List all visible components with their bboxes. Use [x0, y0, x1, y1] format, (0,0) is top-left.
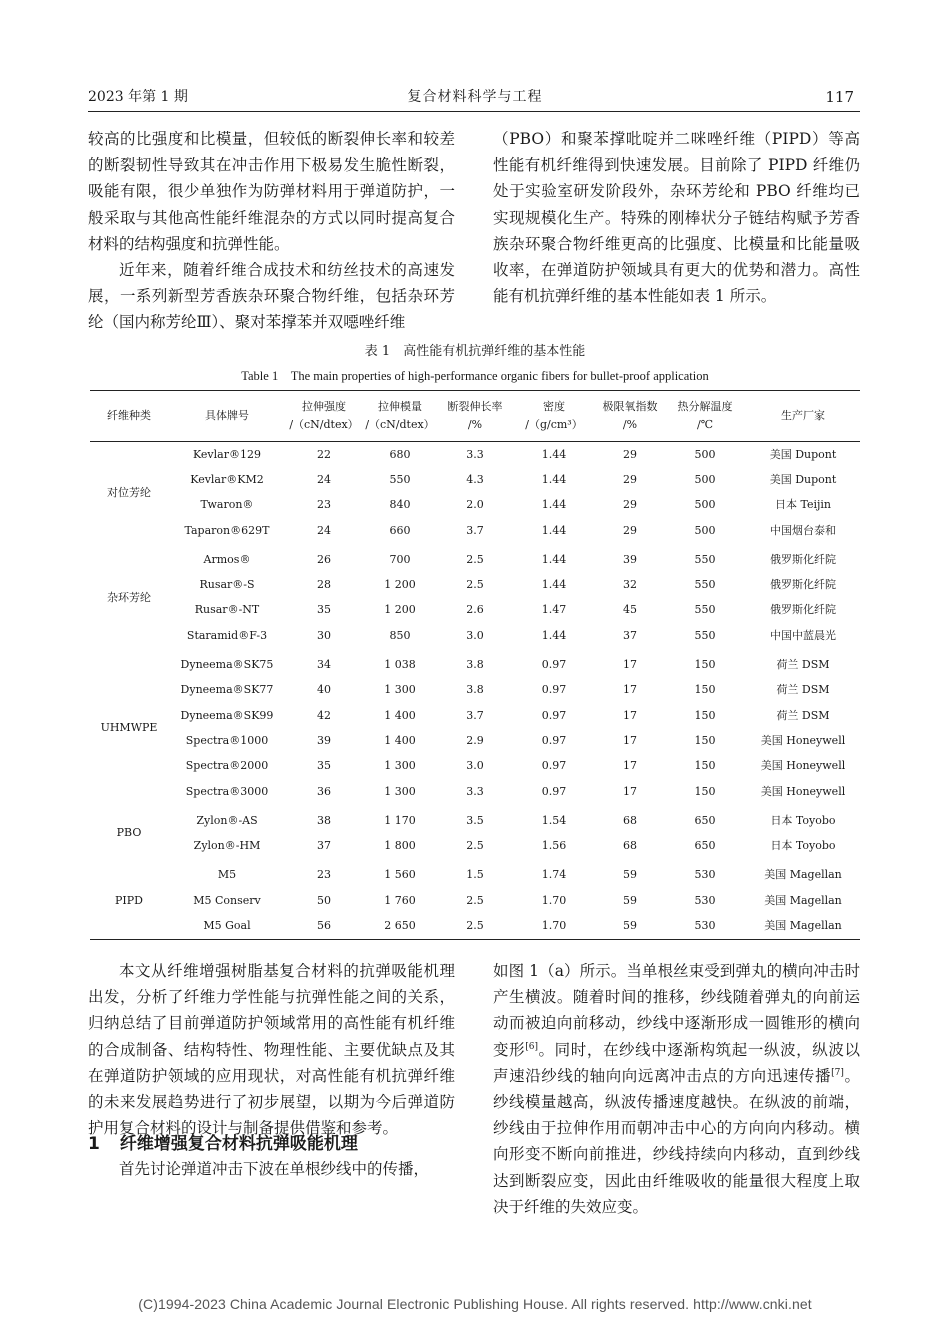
brand-cell: Kevlar®KM2: [190, 472, 264, 486]
value-cell: 1 300: [384, 759, 416, 773]
value-cell: 3.8: [466, 683, 484, 697]
value-cell: 3.7: [466, 523, 484, 537]
value-cell: 0.97: [541, 683, 567, 697]
value-cell: 35: [317, 603, 331, 617]
brand-cell: Zylon®-AS: [196, 813, 258, 827]
fiber-type-cell: PIPD: [90, 859, 168, 939]
value-cell: 22: [317, 447, 331, 461]
brand-cell: Dyneema®SK99: [180, 708, 274, 722]
value-cell: 1.44: [541, 628, 567, 642]
value-cell: 150: [694, 759, 716, 773]
value-cell: 1.44: [541, 578, 567, 592]
value-cell: 1.54: [541, 813, 567, 827]
value-cell: 日本 Toyobo: [770, 813, 836, 827]
value-cell: 45: [623, 603, 637, 617]
value-cell: 150: [694, 708, 716, 722]
brand-cell: Spectra®1000: [185, 733, 269, 747]
value-cell: 1.70: [541, 893, 567, 907]
header-tensile-modulus: 拉伸模量 /（cN/dtex）: [362, 391, 438, 442]
table-caption-en: Table 1 The main properties of high-performance organic fibers for bullet-proof application: [241, 369, 709, 383]
brand-cell: Twaron®: [200, 498, 254, 512]
value-cell: 28: [317, 578, 331, 592]
table-header-row: [90, 391, 860, 442]
value-cell: 68: [623, 813, 637, 827]
value-cell: 1.44: [541, 498, 567, 512]
value-cell: 39: [317, 733, 331, 747]
table-row: [90, 728, 860, 753]
value-cell: 500: [694, 472, 716, 486]
value-cell: 37: [623, 628, 637, 642]
right-column-bottom: [493, 958, 860, 1220]
table-row: [90, 804, 860, 833]
fiber-type-cell: 杂环芳纶: [107, 590, 151, 604]
value-cell: 1.44: [541, 523, 567, 537]
value-cell: 17: [623, 784, 637, 798]
value-cell: 150: [694, 683, 716, 697]
value-cell: 3.0: [466, 759, 484, 773]
table-caption-zh: 表 1 高性能有机抗弹纤维的基本性能: [364, 344, 586, 359]
value-cell: 美国 Magellan: [764, 893, 842, 907]
value-cell: 2.5: [466, 552, 484, 566]
table-row: [90, 779, 860, 804]
table-row: [90, 543, 860, 572]
left-column-top: [88, 126, 455, 336]
value-cell: 680: [389, 447, 411, 461]
value-cell: 荷兰 DSM: [776, 658, 830, 672]
value-cell: 2.6: [466, 603, 484, 617]
value-cell: 24: [317, 472, 331, 486]
value-cell: 1.74: [541, 868, 567, 882]
value-cell: 1.70: [512, 913, 596, 939]
value-cell: 2.9: [466, 733, 484, 747]
value-cell: 29: [623, 447, 637, 461]
value-cell: 840: [389, 498, 411, 512]
value-cell: 2.0: [466, 498, 484, 512]
value-cell: 150: [694, 658, 716, 672]
table-row: [90, 754, 860, 779]
table-row: [90, 859, 860, 888]
value-cell: 29: [623, 472, 637, 486]
value-cell: 中国中蓝晨光: [770, 628, 836, 642]
value-cell: 1 400: [384, 708, 416, 722]
table-row: [90, 598, 860, 623]
value-cell: 530: [694, 893, 716, 907]
value-cell: 550: [694, 628, 716, 642]
section-heading: [88, 1133, 358, 1155]
value-cell: 1 560: [384, 868, 416, 882]
value-cell: 日本 Teijin: [774, 498, 832, 512]
value-cell: 23: [317, 868, 331, 882]
value-cell: 17: [623, 683, 637, 697]
header-tensile-strength: 拉伸强度 /（cN/dtex）: [286, 391, 362, 442]
value-cell: 美国 Magellan: [764, 868, 842, 882]
value-cell: 1 760: [384, 893, 416, 907]
paragraph: 近年来，随着纤维合成技术和纺丝技术的高速发展，一系列新型芳香族杂环聚合物纤维，包括杂环芳纶（国内称芳纶Ⅲ）、聚对苯撑苯并双噁唑纤维: [88, 261, 455, 332]
value-cell: 0.97: [541, 708, 567, 722]
value-cell: 荷兰 DSM: [776, 683, 830, 697]
brand-cell: Dyneema®SK77: [180, 683, 274, 697]
value-cell: 美国 Dupont: [769, 472, 837, 486]
brand-cell: Zylon®-HM: [193, 839, 261, 853]
header-elongation: 断裂伸长率 /%: [438, 391, 512, 442]
brand-cell: Rusar®-S: [199, 578, 255, 592]
value-cell: 30: [317, 628, 331, 642]
value-cell: 俄罗斯化纤院: [770, 552, 836, 566]
value-cell: 3.3: [466, 784, 484, 798]
paragraph: 如图 1（a）所示。当单根丝束受到弹丸的横向冲击时产生横波。随着时间的推移，纱线随着弹丸的向前运动而被迫向前移动，纱线中逐渐形成一圆锥形的横向变形[6]。同时，在纱线中逐渐构筑起一纵波，纵波以声速沿纱线的轴向向远离冲击点的方向迅速传播[7]。纱线模量越高，纵波传播速度越快。在纵波的前端，纱线由于拉伸作用而朝冲击中心的方向向内移动。横向形变不断向前推进，纱线持续向内移动，直到纱线达到断裂应变，因此由纤维吸收的能量很大程度上取决于纤维的失效应变。: [493, 962, 860, 1216]
header-density: 密度 /（g/cm³）: [512, 391, 596, 442]
value-cell: 17: [623, 658, 637, 672]
value-cell: 美国 Magellan: [746, 913, 860, 939]
header-maker: 生产厂家: [746, 391, 860, 442]
value-cell: 530: [694, 868, 716, 882]
value-cell: 26: [317, 552, 331, 566]
paragraph: 较高的比强度和比模量，但较低的断裂伸长率和较差的断裂韧性导致其在冲击作用下极易发生脆性断裂，吸能有限，很少单独作为防弹材料用于弹道防护，一般采取与其他高性能纤维混杂的方式以同时提高复合材料的结构强度和抗弹性能。: [88, 130, 455, 253]
value-cell: 2.5: [466, 839, 484, 853]
value-cell: 40: [317, 683, 331, 697]
value-cell: 1 200: [384, 603, 416, 617]
value-cell: 530: [664, 913, 746, 939]
value-cell: 1 800: [384, 839, 416, 853]
header-type: 纤维种类: [90, 391, 168, 442]
value-cell: 1.44: [541, 552, 567, 566]
left-column-bottom: [88, 958, 455, 1141]
value-cell: 23: [317, 498, 331, 512]
table-row: [90, 467, 860, 492]
value-cell: 荷兰 DSM: [776, 708, 830, 722]
brand-cell: M5: [217, 868, 237, 882]
paragraph: 首先讨论弹道冲击下波在单根纱线中的传播，: [119, 1160, 430, 1178]
value-cell: 美国 Honeywell: [760, 784, 846, 798]
brand-cell: Kevlar®129: [193, 447, 261, 461]
value-cell: 1.5: [466, 868, 484, 882]
header-loi: 极限氧指数 /%: [596, 391, 664, 442]
value-cell: 美国 Dupont: [769, 447, 837, 461]
value-cell: 500: [694, 447, 716, 461]
value-cell: 1 400: [384, 733, 416, 747]
value-cell: 0.97: [541, 733, 567, 747]
value-cell: 17: [623, 708, 637, 722]
fiber-type-cell: UHMWPE: [100, 721, 158, 735]
value-cell: 1 200: [384, 578, 416, 592]
paragraph: 本文从纤维增强树脂基复合材料的抗弹吸能机理出发，分析了纤维力学性能与抗弹性能之间的关系，归纳总结了目前弹道防护领域常用的高性能有机纤维的合成制备、结构特性、物理性能、主要优缺点及其在弹道防护领域的应用现状，对高性能有机抗弹纤维的未来发展趋势进行了初步展望，以期为今后弹道防护用复合材料的设计与制备提供借鉴和参考。: [88, 962, 455, 1138]
table-row: [90, 888, 860, 913]
table-row: [90, 623, 860, 648]
value-cell: 俄罗斯化纤院: [770, 603, 836, 617]
value-cell: 3.3: [466, 447, 484, 461]
fiber-properties-table: [90, 390, 860, 940]
brand-cell: Spectra®2000: [185, 759, 269, 773]
value-cell: 50: [317, 893, 331, 907]
value-cell: 美国 Honeywell: [760, 733, 846, 747]
value-cell: 500: [694, 498, 716, 512]
value-cell: 3.0: [466, 628, 484, 642]
value-cell: 150: [694, 784, 716, 798]
value-cell: 3.5: [466, 813, 484, 827]
value-cell: 1 300: [384, 683, 416, 697]
table-row: [90, 493, 860, 518]
brand-cell: Armos®: [203, 552, 251, 566]
value-cell: 39: [623, 552, 637, 566]
value-cell: 29: [623, 523, 637, 537]
value-cell: 59: [623, 893, 637, 907]
header-brand: 具体牌号: [168, 391, 286, 442]
value-cell: 550: [694, 603, 716, 617]
table-row: [90, 442, 860, 468]
issue-label: 2023 年第 1 期: [88, 89, 188, 105]
citation: [6]: [525, 1041, 538, 1052]
value-cell: 38: [317, 813, 331, 827]
value-cell: 1.44: [541, 447, 567, 461]
value-cell: 0.97: [541, 759, 567, 773]
value-cell: 17: [623, 759, 637, 773]
table-row: [90, 572, 860, 597]
value-cell: 59: [596, 913, 664, 939]
table-row: [90, 648, 860, 677]
value-cell: 0.97: [541, 658, 567, 672]
citation: [7]: [831, 1067, 844, 1078]
value-cell: 660: [389, 523, 411, 537]
value-cell: 2 650: [362, 913, 438, 939]
value-cell: 日本 Toyobo: [770, 839, 836, 853]
value-cell: 1 038: [384, 658, 416, 672]
fiber-type-cell: PBO: [116, 826, 142, 840]
value-cell: 550: [694, 552, 716, 566]
section-number: 1: [88, 1134, 100, 1154]
value-cell: 42: [317, 708, 331, 722]
value-cell: 1.56: [541, 839, 567, 853]
value-cell: 2.5: [466, 893, 484, 907]
brand-cell: M5 Conserv: [193, 893, 261, 907]
section-title: 纤维增强复合材料抗弹吸能机理: [119, 1134, 358, 1154]
value-cell: 37: [317, 839, 331, 853]
table-row: [90, 703, 860, 728]
journal-title: 复合材料科学与工程: [407, 89, 543, 105]
value-cell: 34: [317, 658, 331, 672]
left-column-last: [88, 1156, 455, 1182]
value-cell: 68: [623, 839, 637, 853]
paragraph: （PBO）和聚苯撑吡啶并二咪唑纤维（PIPD）等高性能有机纤维得到快速发展。目前除了 PIPD 纤维仍处于实验室研发阶段外，杂环芳纶和 PBO 纤维均已实现规模化生产。特殊的刚棒状分子链结构赋予芳香族杂环聚合物纤维更高的比强度、比模量和比能量吸收率，在弹道防护领域具有更大的优势和潜力。高性能有机抗弹纤维的基本性能如表 1 所示。: [493, 130, 860, 306]
table-body: [90, 442, 860, 940]
value-cell: 0.97: [541, 784, 567, 798]
value-cell: 150: [694, 733, 716, 747]
value-cell: 29: [623, 498, 637, 512]
header-rule: [88, 111, 860, 112]
value-cell: 4.3: [466, 472, 484, 486]
brand-cell: Taparon®629T: [184, 523, 270, 537]
value-cell: 32: [623, 578, 637, 592]
value-cell: 2.5: [466, 578, 484, 592]
value-cell: 3.8: [466, 658, 484, 672]
table-row: [90, 518, 860, 543]
right-column-top: [493, 126, 860, 309]
value-cell: 美国 Honeywell: [760, 759, 846, 773]
value-cell: 1 300: [384, 784, 416, 798]
header-decomposition: 热分解温度 /℃: [664, 391, 746, 442]
brand-cell: Dyneema®SK75: [180, 658, 274, 672]
brand-cell: Rusar®-NT: [194, 603, 260, 617]
fiber-type-cell: 对位芳纶: [107, 485, 151, 499]
value-cell: 17: [623, 733, 637, 747]
brand-cell: Staramid®F-3: [186, 628, 268, 642]
value-cell: 1.47: [541, 603, 567, 617]
copyright-footer: (C)1994-2023 China Academic Journal Electronic Publishing House. All rights reserved. http://www.cnki.net: [138, 1296, 812, 1312]
value-cell: 56: [286, 913, 362, 939]
value-cell: 650: [694, 839, 716, 853]
table-row: [90, 913, 860, 939]
value-cell: 35: [317, 759, 331, 773]
brand-cell: M5 Goal: [168, 913, 286, 939]
value-cell: 3.7: [466, 708, 484, 722]
value-cell: 550: [694, 578, 716, 592]
value-cell: 1.44: [541, 472, 567, 486]
value-cell: 59: [623, 868, 637, 882]
value-cell: 500: [694, 523, 716, 537]
value-cell: 650: [694, 813, 716, 827]
page-number: 117: [825, 88, 854, 106]
value-cell: 2.5: [438, 913, 512, 939]
value-cell: 中国烟台泰和: [770, 523, 836, 537]
value-cell: 俄罗斯化纤院: [770, 578, 836, 592]
table-row: [90, 833, 860, 858]
value-cell: 850: [389, 628, 411, 642]
value-cell: 36: [317, 784, 331, 798]
brand-cell: Spectra®3000: [185, 784, 269, 798]
value-cell: 700: [389, 552, 411, 566]
value-cell: 1 170: [384, 813, 416, 827]
value-cell: 24: [317, 523, 331, 537]
table-row: [90, 678, 860, 703]
value-cell: 550: [389, 472, 411, 486]
